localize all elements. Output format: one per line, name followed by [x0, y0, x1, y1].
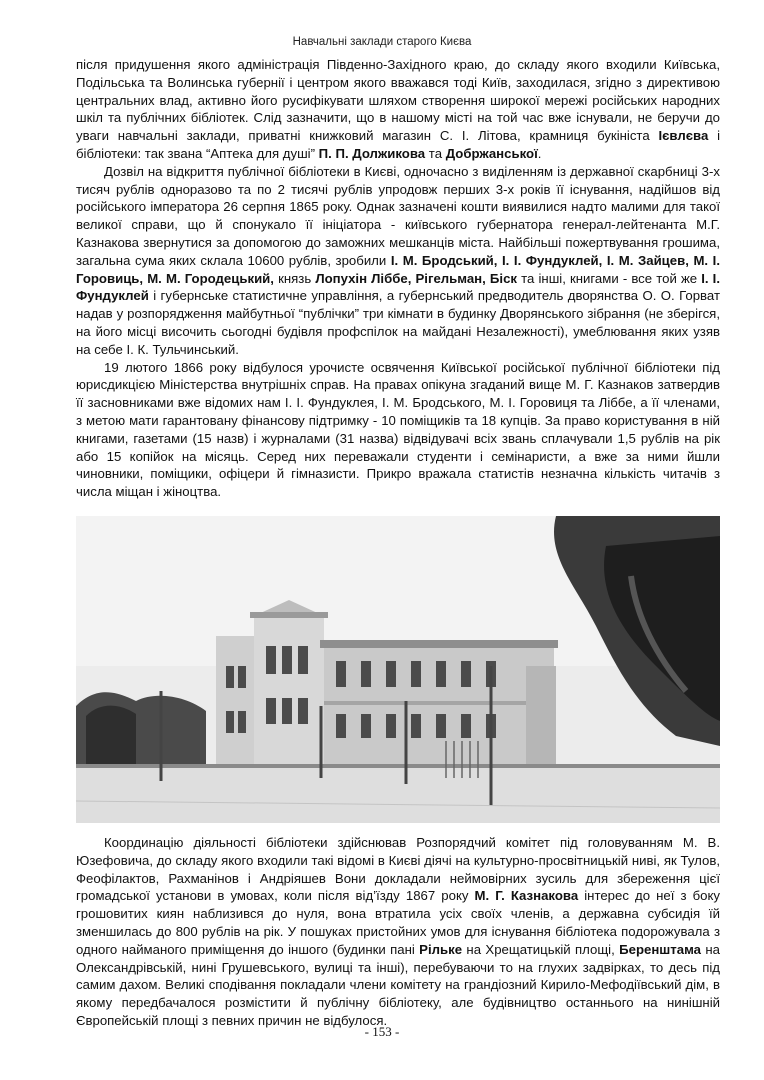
paragraph-3: 19 лютого 1866 року відбулося урочисте освячення Київської російської публічної бібліотеки під юрисдикцією Міністерства внутрішніх справ. На правах опікуна згаданий вище М. Г. Казнаков затвердив її засновниками вже відомих нам І. І. Фундуклея, І. М. Бродського, М. І. Горовиця та Ліббе, а її членами, з метою мати гарантовану фінансову підтримку - 10 поміщиків та 18 купців. За право користування в ній книгами, газетами (15 назв) і журналами (31 назва) відвідувачі всіх звань сплачували 1,5 рублів на рік або 15 копійок на місяць. Серед них переважали студенти і семінаристи, а вже за ними йшли чиновники, поміщики, офіцери й гімназисти. Прикро вражала статистів незначна кількість читачів з числа міщан і жіноцтва.	[76, 359, 720, 500]
page-number: - 153 -	[364, 1024, 400, 1039]
text-run: та інші, книгами - все той же	[517, 270, 702, 286]
bold-name: Лопухін Ліббе, Рігельман, Біск	[315, 270, 518, 286]
text-run: та	[425, 145, 446, 161]
bold-name: Ієвлєва	[658, 128, 709, 144]
bold-name: І. І. Фундуклей	[76, 270, 720, 304]
paragraph-1	[76, 56, 720, 163]
text-run: Дозвіл на відкриття публічної бібліотеки в Києві, одночасно з виділенням із державної скарбниці 3-х тисяч рублів одноразово та по 2 тисячі рублів упродовж перших 3-х років її існування, надійшов від російського імператора 26 серпня 1865 року. Однак зазначені кошти виявилися надто малими для такої великої справи, що й спонукало її ініціатора - київського губернатора генерал-лейтенанта М.Г. Казнакова звернутися за допомогою до заможних мешканців міста. Найбільші пожертвування грошима, загальна сума яких склала 10600 рублів, зробили	[76, 163, 720, 268]
text-run: після придушення якого адміністрація Південно-Західного краю, до складу якого входили Київська, Подільська та Волинська губернії і центром якого вважався тоді Київ, заходилася, згідно з директивою центральних влад, активно його русифікувати шляхом створення широкої мережі російських народних шкіл та публічних бібліотек. Слід зазначити, що в нашому місті на той час вже існували, не беручи до уваги навчальні заклади, приватні книжковий магазин С. І. Літова, крамниця букініста	[76, 57, 720, 144]
bold-name: Рільке	[419, 941, 463, 957]
bold-name: І. М. Бродський, І. І. Фундуклей, І. М. Зайцев, М. І. Горовиць, М. М. Городецький,	[76, 252, 720, 286]
text-run: на Олександрівській, нині Грушевського, вулиці та інші), перебуваючи то на глухих задвірках, то десь під самим дахом. Великі сподівання покладали члени комітету на грандіозний Кирило-Мефодіївський дім, в якому передбачалося розмістити й публічну бібліотеку, але будівництво останнього на нинішній Європейській площі з певних причин не відбулося.	[76, 941, 720, 1028]
text-run: інтерес до неї з боку грошовитих киян наблизився до нуля, вона втратила усіх своїх членів, а державна субсидія їй зменшилась до 800 рублів на рік. У пошуках пристойних умов для існування бібліотека подорожувала з одного найманого приміщення до іншого (будинки пані	[76, 888, 721, 957]
text-run: князь	[273, 270, 316, 286]
text-run: .	[537, 145, 542, 161]
building-photo-drawing	[76, 516, 720, 823]
paragraph-2	[76, 163, 720, 359]
running-header: Навчальні заклади старого Києва	[292, 36, 472, 48]
bold-name: П. П. Должикова	[318, 145, 426, 161]
paragraph-4	[76, 834, 720, 1030]
text-run: на Хрещатицькій площі,	[462, 941, 620, 957]
text-run: Координацію діяльності бібліотеки здійснював Розпорядчий комітет під головуванням М. В. Юзефовича, до складу якого входили такі відомі в Києві діячі на культурно-просвітницькій ниві, як Тулов, Феофілактов, Рахманінов і Андріяшев Вони докладали неймовірних зусиль для збереження цієї громадської установи в умовах, коли після від’їзду 1867 року	[76, 835, 720, 904]
text-run: і губернське статистичне управління, а губернський предводитель дворянства О. О. Горват надав у розпорядження майбутньої “публічки” три кімнати в будинку Дворянського зібрання (не зберігся, на його місці височить сьогодні будівля профспілок на майдані Незалежності), умеблювання яких узяв на себе І. К. Тульчинський.	[76, 288, 720, 357]
library-building-photo	[76, 516, 720, 823]
text-run: і бібліотеки: так звана “Аптека для душі”	[76, 128, 721, 161]
bold-name: Добржанської	[445, 145, 538, 161]
lower-text-block	[76, 834, 720, 1030]
bold-name: Беренштама	[619, 941, 702, 957]
main-text-block	[76, 56, 720, 501]
bold-name: М. Г. Казнакова	[474, 888, 579, 904]
